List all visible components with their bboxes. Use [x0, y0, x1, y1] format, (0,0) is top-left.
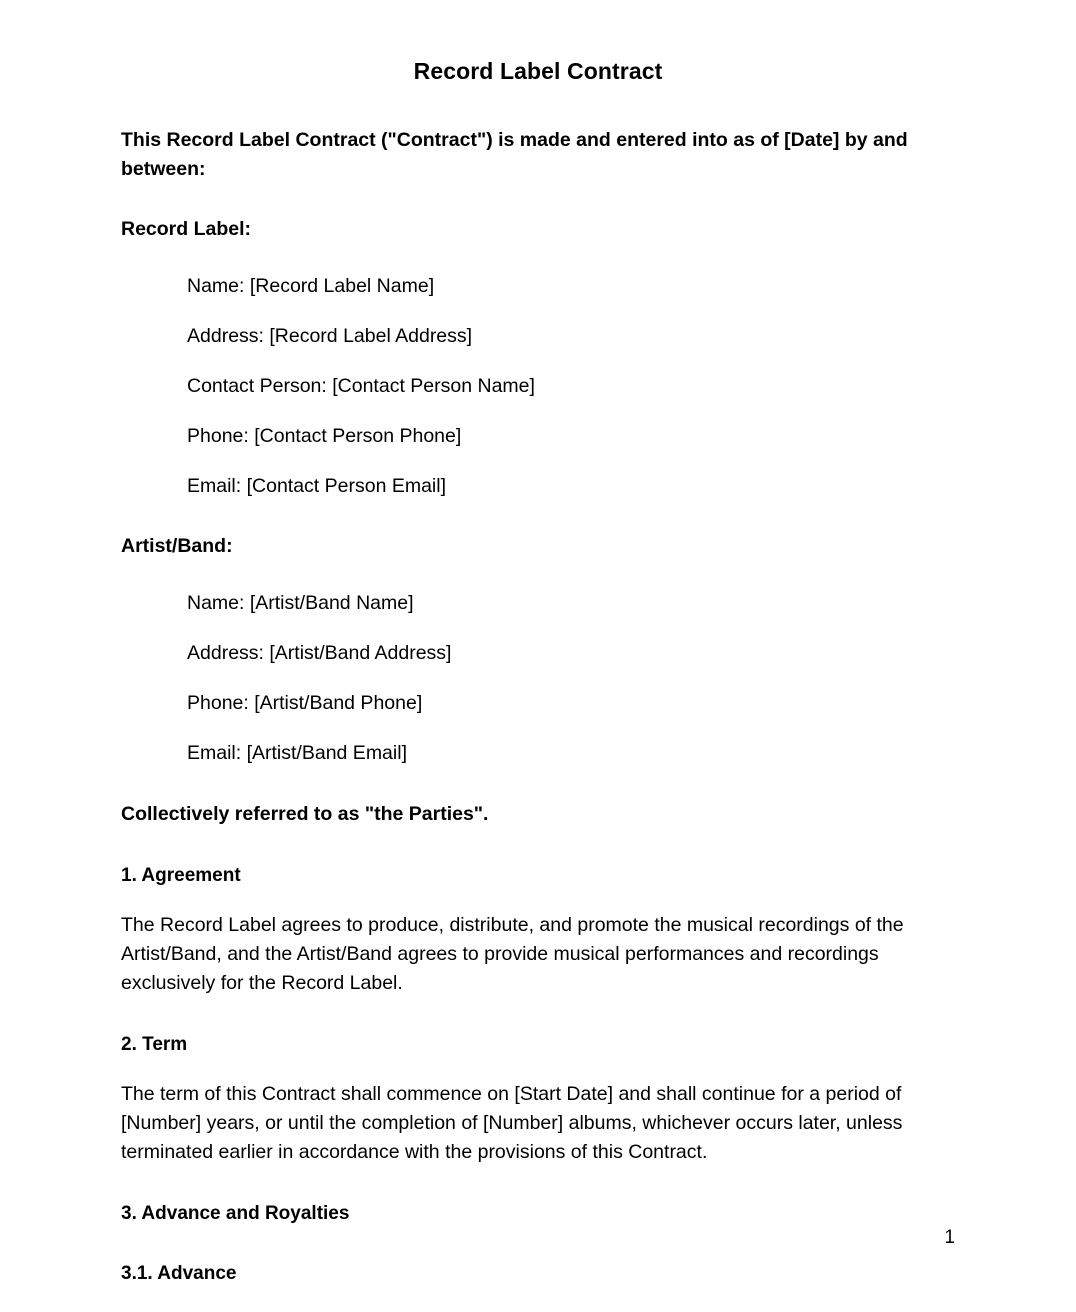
record-label-address-line: Address: [Record Label Address] — [187, 325, 473, 347]
intro-paragraph: This Record Label Contract ("Contract") is made and entered into as of [Date] by and between: — [121, 129, 908, 180]
section-heading-advance: 3.1. Advance — [121, 1263, 237, 1284]
record-label-email-line: Email: [Contact Person Email] — [187, 475, 447, 497]
section-heading-agreement: 1. Agreement — [121, 865, 241, 886]
party-heading-artist-band: Artist/Band: — [121, 535, 233, 557]
collective-parties-statement: Collectively referred to as "the Parties". — [121, 803, 489, 825]
document-content — [121, 0, 955, 1287]
section-heading-advance-and-royalties: 3. Advance and Royalties — [121, 1203, 350, 1224]
artist-band-phone-line: Phone: [Artist/Band Phone] — [187, 692, 423, 714]
record-label-name-line: Name: [Record Label Name] — [187, 275, 435, 297]
section-heading-term: 2. Term — [121, 1034, 188, 1055]
artist-band-address-line: Address: [Artist/Band Address] — [187, 642, 452, 664]
artist-band-name-line: Name: [Artist/Band Name] — [187, 592, 414, 614]
artist-band-email-line: Email: [Artist/Band Email] — [187, 742, 407, 764]
party-heading-record-label: Record Label: — [121, 218, 252, 240]
section-body-agreement: The Record Label agrees to produce, distribute, and promote the musical recordings of the Artist/Band, and the Artist/Band agrees to provide musical performances and recordings exclusively for the Record Label. — [121, 914, 904, 994]
page-number: 1 — [944, 1227, 955, 1248]
section-body-term: The term of this Contract shall commence on [Start Date] and shall continue for a period of [Number] years, or until the completion of [Number] albums, whichever occurs later, unless terminated earlier in accordance with the provisions of this Contract. — [121, 1083, 903, 1163]
page-title: Record Label Contract — [413, 58, 663, 84]
record-label-contact-person-line: Contact Person: [Contact Person Name] — [187, 375, 535, 397]
record-label-phone-line: Phone: [Contact Person Phone] — [187, 425, 462, 447]
